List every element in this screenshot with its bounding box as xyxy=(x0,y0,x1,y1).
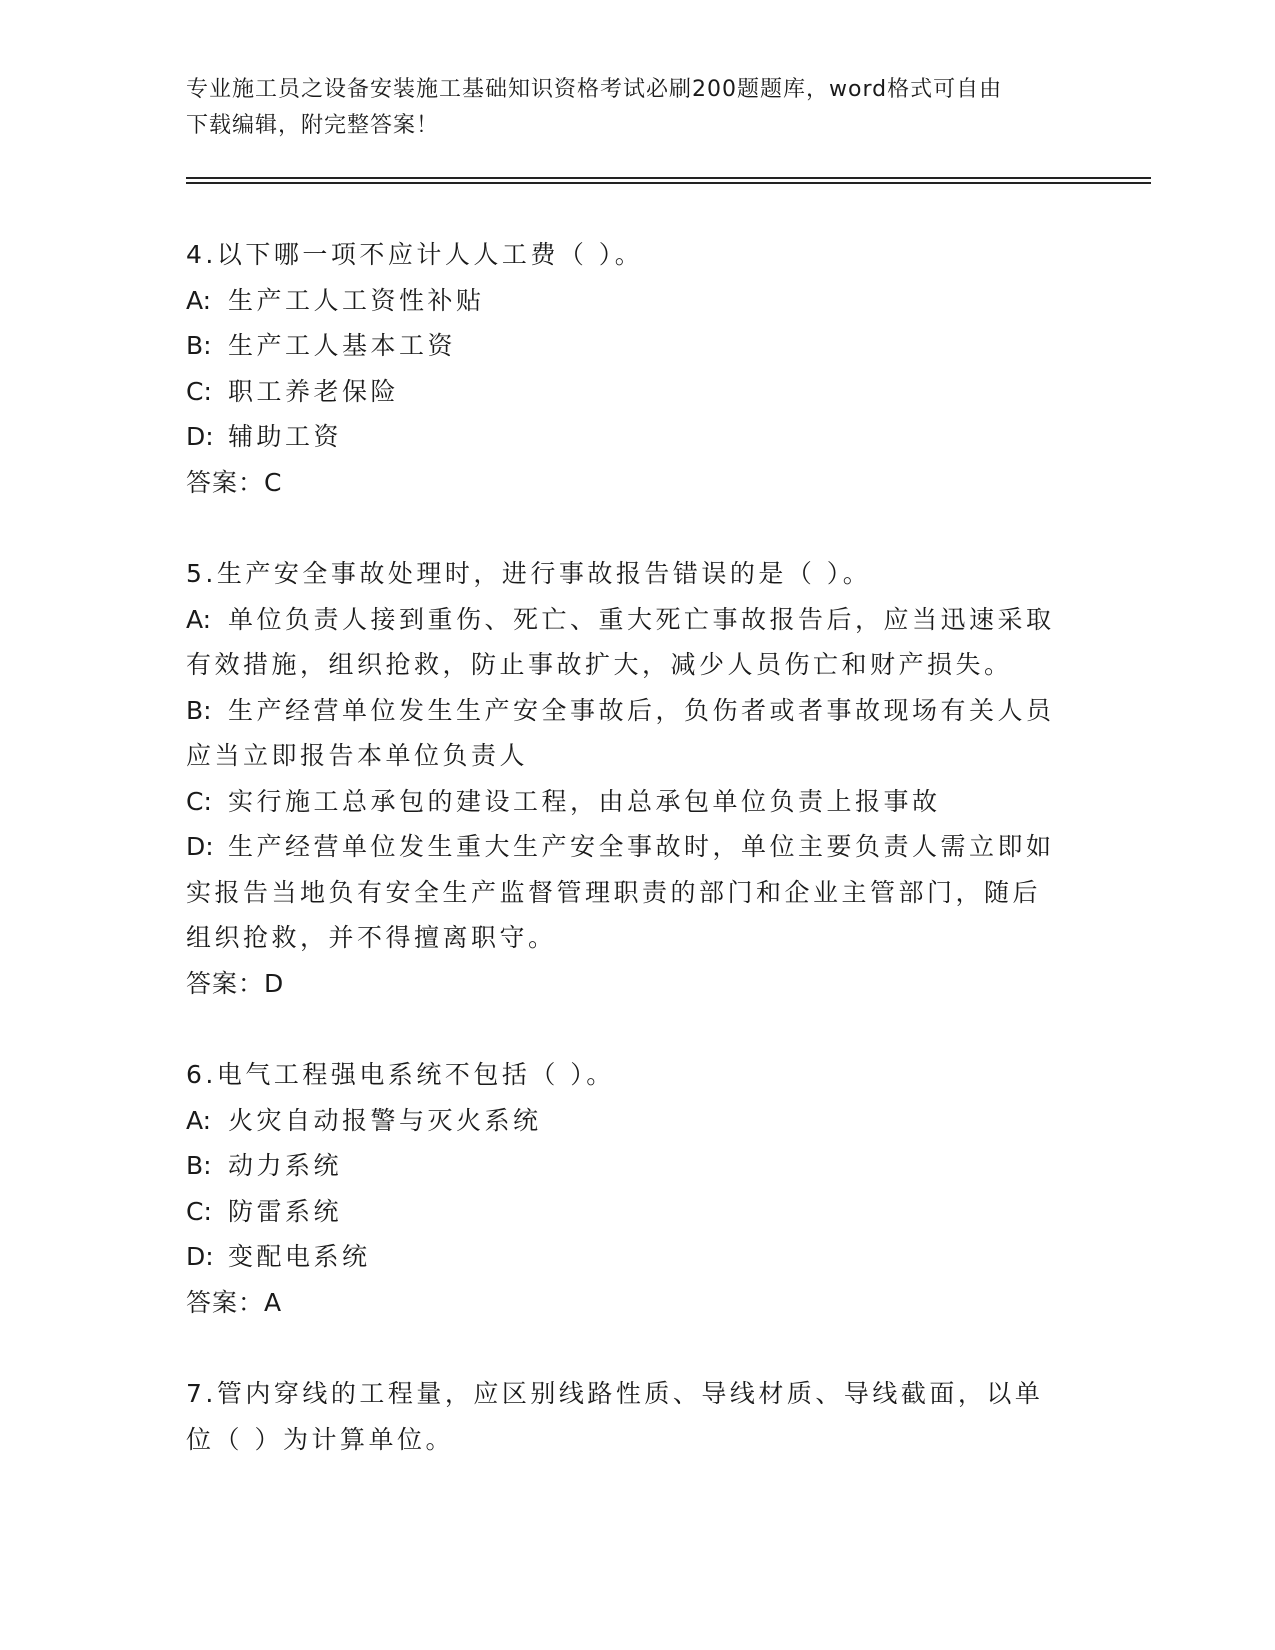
question-stem: 6.电气工程强电系统不包括（ ）。 xyxy=(186,1060,615,1089)
option-text: 生产经营单位发生重大生产安全事故时，单位主要负责人需立即如 xyxy=(228,832,1055,861)
option-letter: D: xyxy=(186,422,214,451)
option-text: 生产经营单位发生生产安全事故后，负伤者或者事故现场有关人员 xyxy=(228,695,1055,725)
answer-option xyxy=(186,915,1086,961)
answer-option xyxy=(186,369,1086,415)
option-text: 职工养老保险 xyxy=(228,376,400,406)
option-text: 防雷系统 xyxy=(228,1196,343,1226)
option-letter: D: xyxy=(186,832,214,861)
header-line-1: 专业施工员之设备安装施工基础知识资格考试必刷200题题库，word格式可自由 xyxy=(186,77,1003,102)
option-text: 动力系统 xyxy=(228,1151,343,1180)
option-text: 组织抢救，并不得擅离职守。 xyxy=(186,923,557,952)
answer-option xyxy=(186,1234,1086,1280)
answer-option xyxy=(186,1098,1086,1144)
answer-option xyxy=(186,414,1086,460)
answer-option xyxy=(186,733,1086,779)
option-letter: A: xyxy=(186,1105,212,1135)
option-text: 生产工人工资性补贴 xyxy=(228,285,485,315)
option-text: 变配电系统 xyxy=(228,1242,371,1271)
option-text: 实行施工总承包的建设工程，由总承包单位负责上报事故 xyxy=(228,786,941,816)
question-stem: 7.管内穿线的工程量，应区别线路性质、导线材质、导线截面，以单 xyxy=(186,1379,1044,1408)
header-divider-bottom xyxy=(186,182,1151,184)
question-stem: 位（ ）为计算单位。 xyxy=(186,1424,454,1454)
header-line-2: 下载编辑，附完整答案！ xyxy=(186,113,440,138)
option-text: 火灾自动报警与灭火系统 xyxy=(228,1105,542,1135)
answer-option xyxy=(186,278,1086,324)
option-letter: A: xyxy=(186,285,212,315)
answer-option xyxy=(186,688,1086,734)
answer-option xyxy=(186,824,1086,870)
option-letter: B: xyxy=(186,331,212,360)
answer-option xyxy=(186,597,1086,643)
question-block xyxy=(186,1052,1086,1325)
option-text: 应当立即报告本单位负责人 xyxy=(186,741,529,770)
answer-option xyxy=(186,779,1086,825)
option-letter: D: xyxy=(186,1242,214,1271)
option-letter: C: xyxy=(186,786,212,816)
answer-key: 答案：A xyxy=(186,1287,283,1317)
option-letter: C: xyxy=(186,1196,212,1226)
option-letter: A: xyxy=(186,604,212,634)
answer-key: 答案：D xyxy=(186,968,285,998)
question-list xyxy=(186,232,1086,1508)
header-divider-top xyxy=(186,177,1151,179)
question-stem: 5.生产安全事故处理时，进行事故报告错误的是（ ）。 xyxy=(186,559,872,588)
answer-key: 答案：C xyxy=(186,467,283,497)
answer-option xyxy=(186,1189,1086,1235)
question-stem: 4.以下哪一项不应计人人工费（ ）。 xyxy=(186,240,644,269)
option-letter: C: xyxy=(186,376,212,406)
document-header xyxy=(186,72,1066,144)
option-text: 实报告当地负有安全生产监督管理职责的部门和企业主管部门，随后 xyxy=(186,877,1042,907)
option-text: 辅助工资 xyxy=(228,422,343,451)
question-block xyxy=(186,1371,1086,1462)
option-letter: B: xyxy=(186,1151,212,1180)
answer-option xyxy=(186,642,1086,688)
answer-option xyxy=(186,870,1086,916)
option-text: 有效措施，组织抢救，防止事故扩大，减少人员伤亡和财产损失。 xyxy=(186,650,1013,679)
option-text: 生产工人基本工资 xyxy=(228,331,457,360)
option-text: 单位负责人接到重伤、死亡、重大死亡事故报告后，应当迅速采取 xyxy=(228,604,1055,634)
answer-option xyxy=(186,1143,1086,1189)
option-letter: B: xyxy=(186,695,212,725)
question-block xyxy=(186,551,1086,1006)
answer-option xyxy=(186,323,1086,369)
question-block xyxy=(186,232,1086,505)
